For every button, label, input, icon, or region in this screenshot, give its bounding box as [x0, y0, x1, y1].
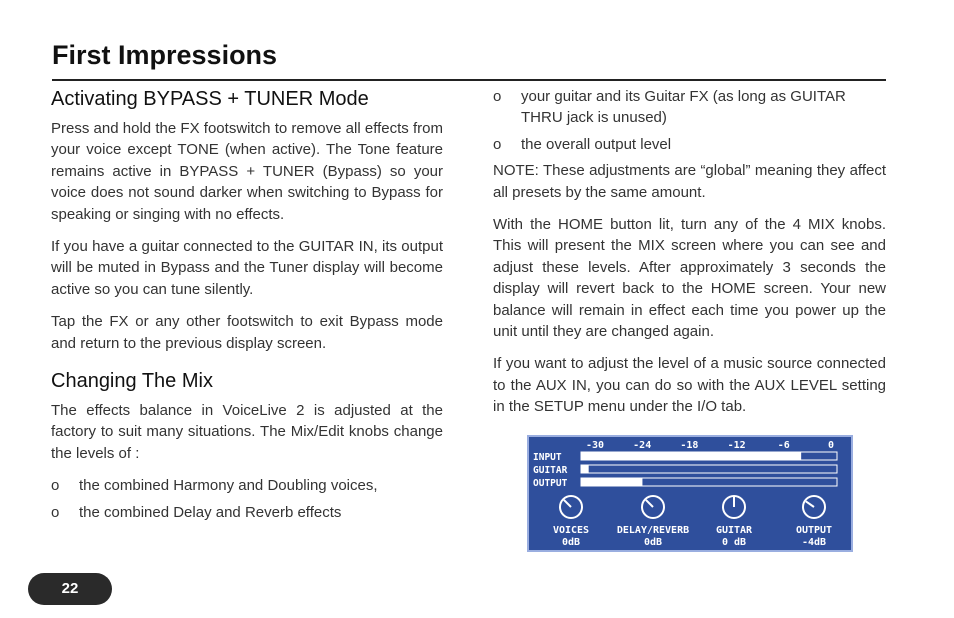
knob-value: 0 dB: [721, 537, 747, 548]
knob-value: 0dB: [643, 537, 663, 548]
aux-paragraph: If you want to adjust the level of a music source connected to the AUX IN, you can do so with the AUX LEVEL setting in the SETUP menu under the I/O tab.: [493, 355, 886, 416]
mix-bullet-list-left: [51, 475, 443, 523]
knob-value: -4dB: [801, 537, 827, 548]
bypass-paragraph-1: Press and hold the FX footswitch to remove all effects from your voice except TONE (when active). The Tone feature remains active in BYPASS + TUNER (Bypass) so your voice does not sound darker when switching to Bypass for speaking or singing with no effects.: [51, 120, 443, 223]
list-item: [51, 502, 443, 523]
bullet-mark: o: [51, 477, 60, 495]
bullet-text: the combined Harmony and Doubling voices,: [79, 477, 378, 495]
meter-fill: [581, 452, 801, 460]
scale-label: 0: [827, 440, 835, 451]
knob-label: VOICES: [552, 525, 590, 536]
meter-label: OUTPUT: [533, 478, 568, 489]
meter-frame: [581, 465, 837, 473]
knob-label: DELAY/REVERB: [616, 525, 690, 536]
meter-fill: [581, 465, 589, 473]
knob-pointer: [564, 500, 571, 507]
home-paragraph: With the HOME button lit, turn any of the 4 MIX knobs. This will present the MIX screen where you can see and adjust these levels. After approximately 3 seconds the display will revert back to the HOME screen. Your new balance will remain in effect each time you power up the unit until they are changed again.: [493, 216, 886, 341]
mix-screen-graphic: [529, 437, 851, 550]
bypass-paragraph-3: Tap the FX or any other footswitch to exit Bypass mode and return to the previous display screen.: [51, 313, 443, 352]
bullet-mark: o: [51, 503, 60, 521]
mix-heading: Changing The Mix: [51, 370, 213, 393]
scale-label: -24: [633, 440, 652, 451]
list-item: [51, 475, 443, 496]
scale-label: -18: [680, 440, 699, 451]
bullet-text: the overall output level: [521, 135, 672, 153]
bullet-mark: o: [493, 88, 502, 105]
meter-label: GUITAR: [533, 465, 568, 476]
bullet-text: the combined Delay and Reverb effects: [79, 503, 342, 521]
knob-pointer: [806, 501, 814, 507]
left-column: [51, 86, 443, 528]
bypass-heading: Activating BYPASS + TUNER Mode: [51, 88, 369, 110]
note-paragraph: NOTE: These adjustments are “global” meaning they affect all presets by the same amount.: [493, 162, 886, 201]
bullet-mark: o: [493, 135, 502, 153]
page-title: First Impressions: [52, 40, 278, 70]
knob-label: GUITAR: [715, 525, 753, 536]
mix-bullet-list-right: [493, 86, 886, 155]
page-number-badge: 22: [28, 573, 112, 605]
list-item: [493, 134, 886, 155]
knob-value: 0dB: [561, 537, 581, 548]
title-divider: [52, 79, 886, 81]
knob-pointer: [646, 500, 653, 507]
mix-intro: The effects balance in VoiceLive 2 is adjusted at the factory to suit many situations. The Mix/Edit knobs change the levels of :: [51, 402, 443, 462]
mix-screen-display: [527, 435, 853, 552]
scale-label: -30: [585, 440, 605, 451]
list-item: [493, 86, 886, 129]
right-column: [493, 86, 886, 429]
meter-fill: [581, 478, 642, 486]
knob-label: OUTPUT: [795, 525, 833, 536]
meter-label: INPUT: [533, 452, 562, 463]
bypass-paragraph-2: If you have a guitar connected to the GUITAR IN, its output will be muted in Bypass and the Tuner display will become active so you can tune silently.: [51, 238, 443, 298]
bullet-text: your guitar and its Guitar FX (as long as GUITAR THRU jack is unused): [521, 88, 846, 127]
scale-label: -6: [777, 440, 790, 451]
scale-label: -12: [727, 440, 746, 451]
